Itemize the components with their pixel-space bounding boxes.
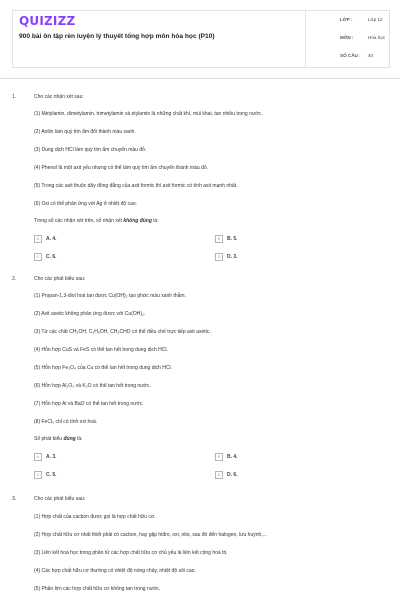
statement: (3) Từ các chất CH₃OH, C₂H₅OH, CH₃CHO có thể điều chế trực tiếp axit axetic. bbox=[34, 329, 211, 335]
meta-value-mon: Hóa học bbox=[368, 35, 386, 40]
statement: (2) Hợp chất hữu cơ nhất thiết phải có cacbon, hay gặp hiđro, oxi, nito, sau đó đến halogen, lưu huỳnh,... bbox=[34, 532, 267, 538]
option-letter-box[interactable]: A bbox=[34, 453, 42, 461]
option-d[interactable] bbox=[215, 253, 238, 261]
option-a[interactable] bbox=[34, 453, 57, 461]
option-text: D. 3. bbox=[227, 254, 238, 260]
statement: (2) Anilin làm quỳ tím ẩm đổi thành màu xanh. bbox=[34, 129, 136, 135]
worksheet-meta bbox=[305, 11, 390, 67]
meta-label-lop: LỚP : bbox=[340, 17, 353, 22]
statement: (6) Hỗn hợp Al₂O₃ và K₂O có thể tan hết trong nước. bbox=[34, 383, 151, 389]
ask-text: Số phát biểu bbox=[34, 436, 64, 442]
meta-label-mon: MÔN : bbox=[340, 35, 354, 40]
option-a[interactable] bbox=[34, 235, 57, 243]
option-letter-box[interactable]: A bbox=[34, 235, 42, 243]
divider bbox=[0, 78, 400, 79]
option-text: D. 6. bbox=[227, 472, 238, 478]
statement: (1) Hợp chất của cacbon được gọi là hợp chất hữu cơ. bbox=[34, 514, 156, 520]
statement: (1) Metylamin, dimetylamin, trimetylamin và etylamin là những chất khí, mùi khai, tan nhiều trong nước. bbox=[34, 111, 263, 117]
option-letter-box[interactable]: B bbox=[215, 453, 223, 461]
question-prompt: Cho các nhận xét sau: bbox=[34, 94, 84, 100]
ask-text-end: là: bbox=[151, 218, 159, 224]
statement: (5) Trong các axit thuộc dãy đồng đẳng của axit formic thì axit formic có tính axit mạnh nhất. bbox=[34, 183, 238, 189]
worksheet-header bbox=[12, 10, 390, 68]
question-ask bbox=[34, 218, 159, 224]
ask-text: Trong số các nhận xét trên, số nhận xét bbox=[34, 218, 124, 224]
meta-row-lop bbox=[306, 11, 390, 29]
meta-label-socau: SỐ CÂU : bbox=[340, 53, 361, 58]
statement: (1) Propan-1,3-diol hoà tan được Cu(OH)₂ tạo phức màu xanh thẫm. bbox=[34, 293, 186, 299]
option-text: C. 6. bbox=[46, 254, 57, 260]
statement: (8) FeCl₃ chỉ có tính oxi hoá. bbox=[34, 419, 98, 425]
statement: (7) Hỗn hợp Al và BaO có thể tan hết trong nước. bbox=[34, 401, 144, 407]
meta-value-lop: Lớp 12 bbox=[368, 17, 383, 22]
statement: (4) Các hợp chất hữu cơ thường có nhiệt độ nóng chảy, nhiệt độ sôi cao. bbox=[34, 568, 196, 574]
statement: (3) Dung dịch HCl làm quỳ tím ẩm chuyển màu đỏ. bbox=[34, 147, 147, 153]
option-text: B. 4. bbox=[227, 454, 238, 460]
statement: (5) Hỗn hợp Fe₃O₄ của Cu có thể tan hết trong dung dịch HCl. bbox=[34, 365, 172, 371]
question-number: 3. bbox=[12, 496, 17, 502]
meta-row-mon bbox=[306, 29, 390, 47]
option-text: C. 5. bbox=[46, 472, 57, 478]
statement: (5) Phần lớn các hợp chất hữu cơ không tan trong nước. bbox=[34, 586, 161, 592]
question-ask bbox=[34, 436, 82, 442]
question-prompt: Cho các phát biểu sau: bbox=[34, 276, 86, 282]
option-letter-box[interactable]: C bbox=[34, 253, 42, 261]
option-letter-box[interactable]: B bbox=[215, 235, 223, 243]
meta-row-socau bbox=[306, 47, 390, 65]
statement: (4) Phenol là một axit yếu nhưng có thể làm quỳ tím ẩm chuyển thành màu đỏ. bbox=[34, 165, 208, 171]
option-d[interactable] bbox=[215, 471, 238, 479]
option-letter-box[interactable]: D bbox=[215, 253, 223, 261]
option-b[interactable] bbox=[215, 235, 238, 243]
option-text: A. 3. bbox=[46, 454, 57, 460]
ask-emphasis: không đúng bbox=[123, 218, 152, 224]
ask-emphasis: đúng bbox=[63, 436, 76, 442]
option-letter-box[interactable]: D bbox=[215, 471, 223, 479]
statement: (2) Axit axetic không phản ứng được với Cu(OH)₂. bbox=[34, 311, 146, 317]
quizizz-logo: QUIZIZZ bbox=[19, 14, 76, 28]
question-number: 1. bbox=[12, 94, 17, 100]
option-text: A. 4. bbox=[46, 236, 57, 242]
question-prompt: Cho các phát biểu sau: bbox=[34, 496, 86, 502]
statement: (6) Oxi có thể phản ứng với Ag ở nhiệt độ cao. bbox=[34, 201, 138, 207]
option-c[interactable] bbox=[34, 471, 57, 479]
option-text: B. 5. bbox=[227, 236, 238, 242]
meta-value-socau: 40 bbox=[368, 53, 374, 58]
question-number: 2. bbox=[12, 276, 17, 282]
statement: (3) Liên kết hoá học trong phân tử các hợp chất hữu cơ chủ yếu là liên kết cộng hoá trị. bbox=[34, 550, 228, 556]
statement: (4) Hỗn hợp CuS và FeS có thể tan hết trong dung dịch HCl. bbox=[34, 347, 168, 353]
page-title: 900 bài ôn tập rèn luyện lý thuyết tổng hợp môn hóa học (P10) bbox=[19, 33, 215, 40]
option-b[interactable] bbox=[215, 453, 238, 461]
option-letter-box[interactable]: C bbox=[34, 471, 42, 479]
option-c[interactable] bbox=[34, 253, 57, 261]
ask-text-end: là: bbox=[75, 436, 83, 442]
